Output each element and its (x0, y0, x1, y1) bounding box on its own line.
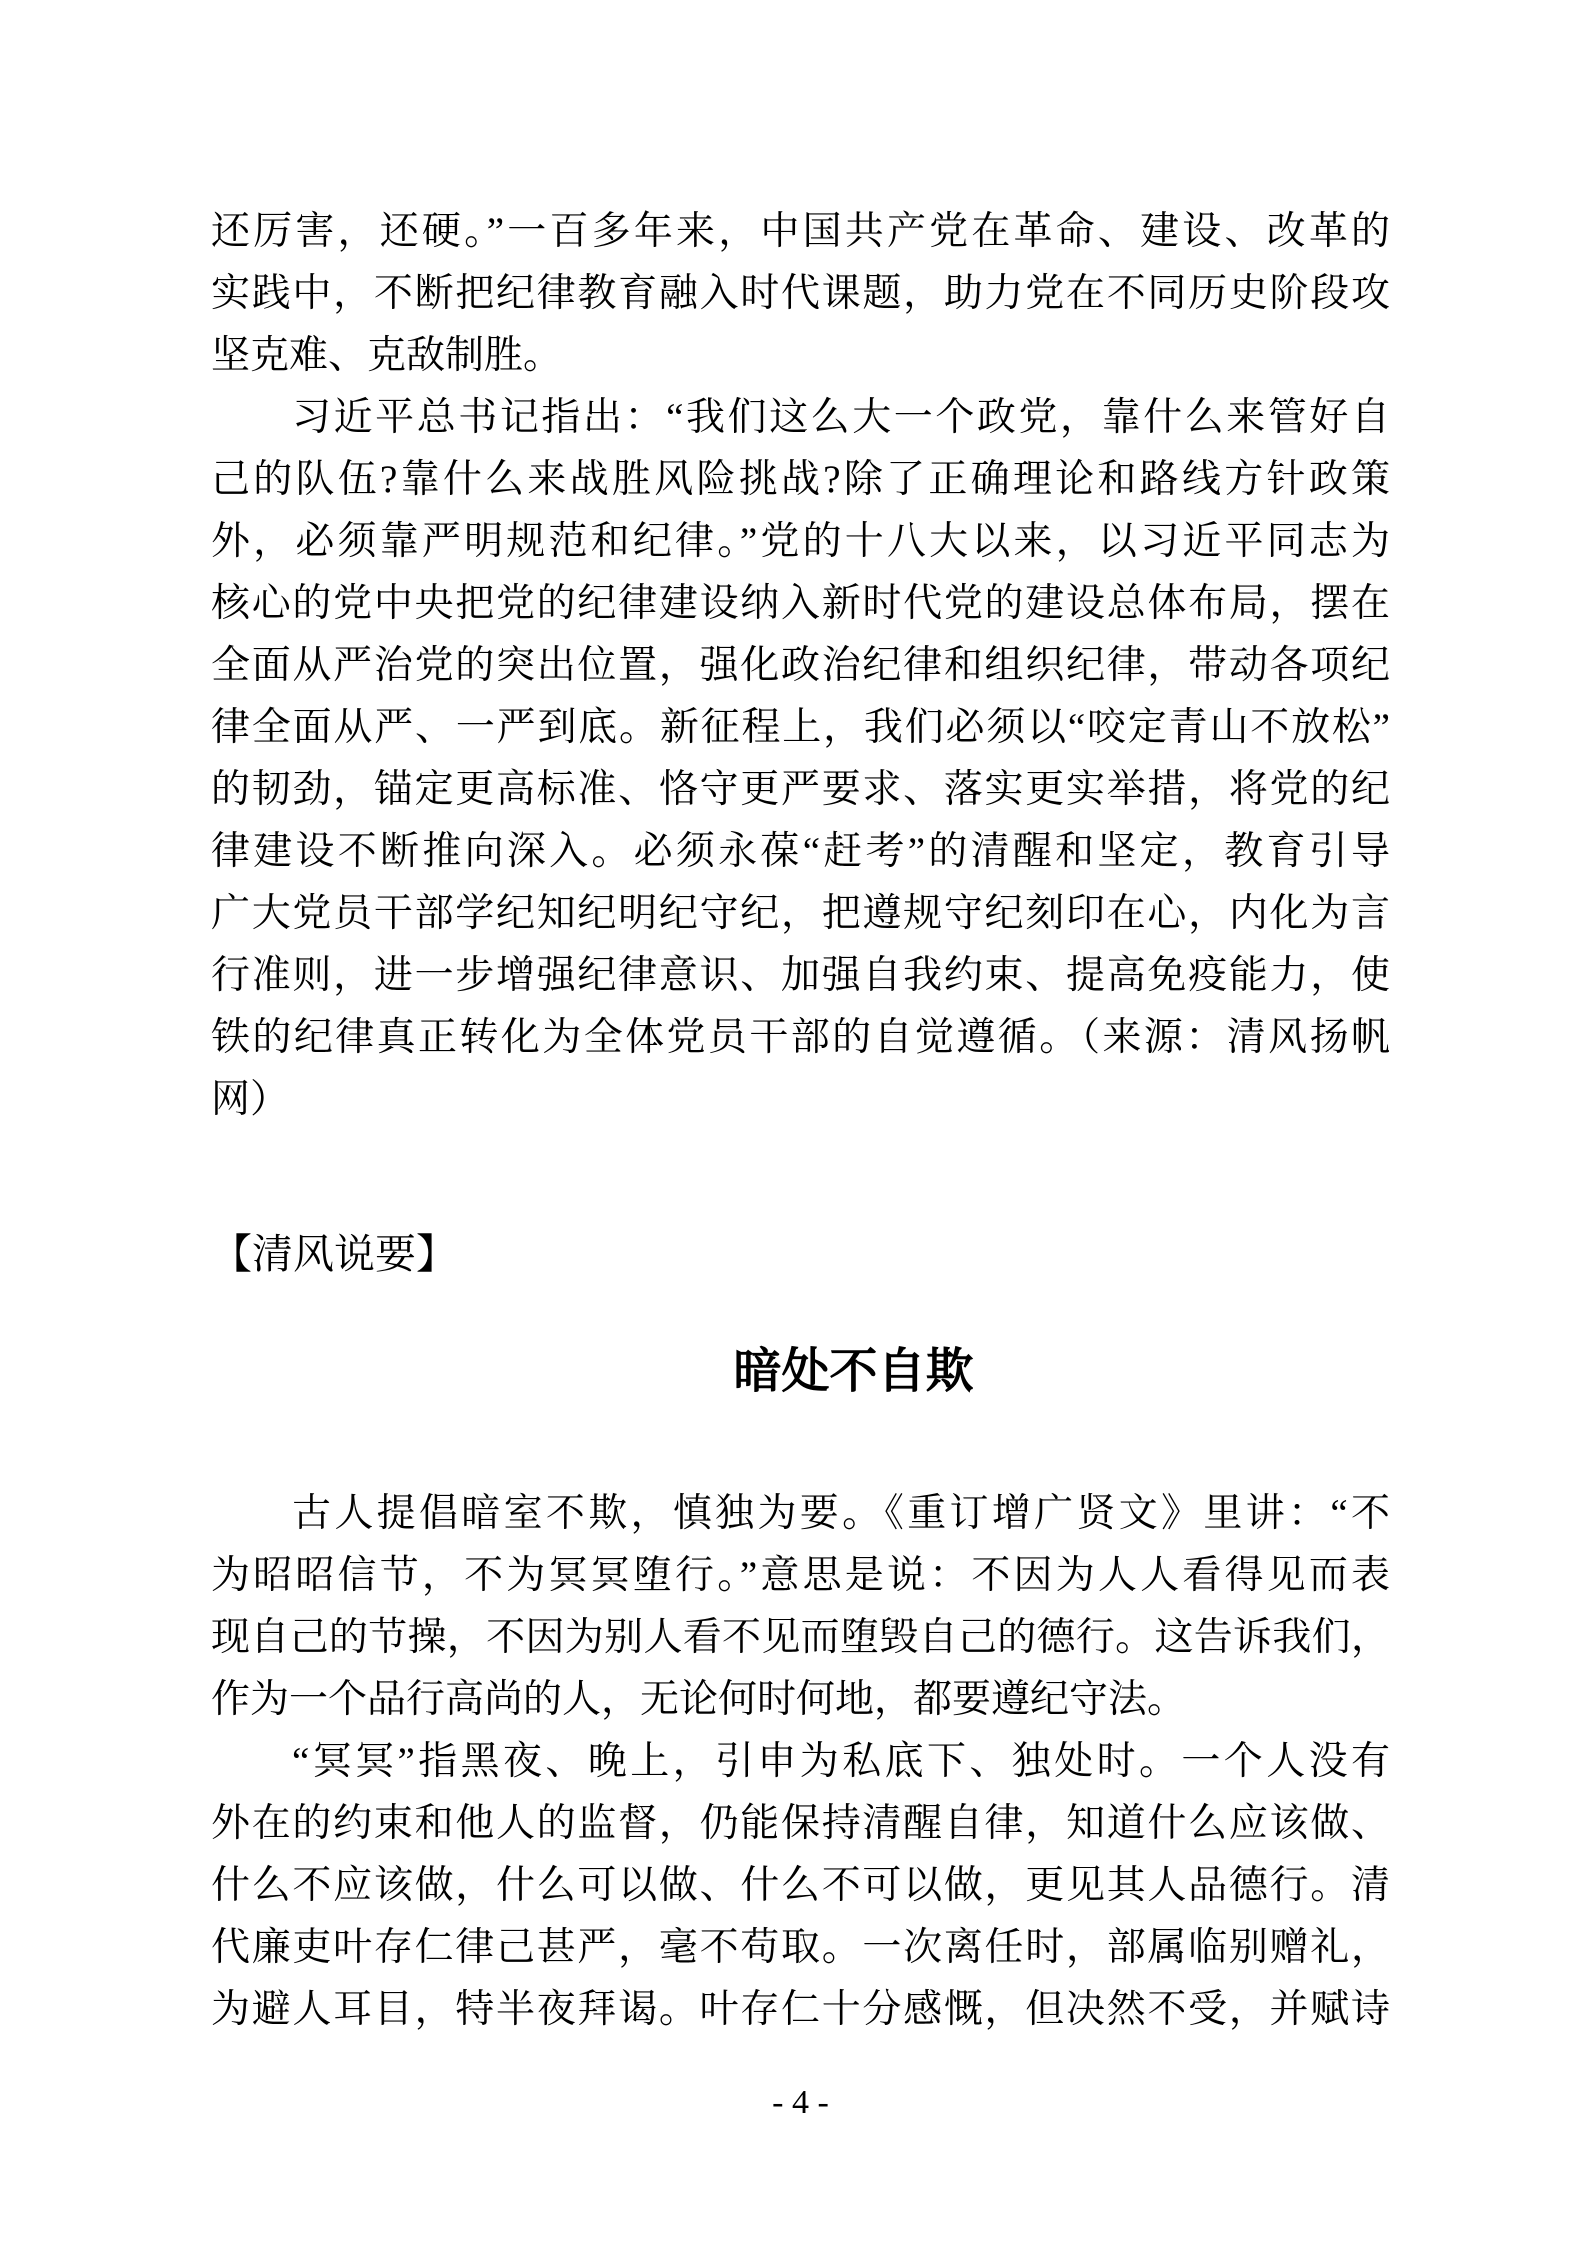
paragraph-line: 习近平总书记指出：“我们这么大一个政党，靠什么来管好自 (292, 396, 1390, 439)
paragraph-line: 己的队伍?靠什么来战胜风险挑战?除了正确理论和路线方针政策 (211, 458, 1390, 501)
paragraph-line: 全面从严治党的突出位置，强化政治纪律和组织纪律，带动各项纪 (211, 644, 1390, 687)
paragraph-line: 为昭昭信节，不为冥冥堕行。”意思是说：不因为人人看得见而表 (211, 1554, 1390, 1597)
paragraph-line: 律全面从严、一严到底。新征程上，我们必须以“咬定青山不放松” (211, 706, 1390, 749)
paragraph-line: 铁的纪律真正转化为全体党员干部的自觉遵循。（来源：清风扬帆 (211, 1016, 1390, 1059)
page-content (211, 201, 1390, 2121)
paragraph-line: 作为一个品行高尚的人，无论何时何地，都要遵纪守法。 (211, 1678, 1187, 1721)
paragraph-line: “冥冥”指黑夜、晚上，引申为私底下、独处时。一个人没有 (292, 1740, 1390, 1783)
paragraph-line: 现自己的节操，不因为别人看不见而堕毁自己的德行。这告诉我们， (211, 1616, 1390, 1659)
paragraph-line: 坚克难、克敌制胜。 (211, 334, 563, 377)
paragraph-line: 网） (211, 1078, 290, 1121)
paragraph-line: 的韧劲，锚定更高标准、恪守更严要求、落实更实举措，将党的纪 (211, 768, 1390, 811)
paragraph-line: 什么不应该做，什么可以做、什么不可以做，更见其人品德行。清 (211, 1864, 1390, 1907)
paragraph-1 (211, 201, 1390, 387)
page-number: - 4 - (772, 2084, 829, 2121)
paragraph-line: 行准则，进一步增强纪律意识、加强自我约束、提高免疫能力，使 (211, 954, 1390, 997)
paragraph-line: 古人提倡暗室不欺，慎独为要。《重订增广贤文》里讲：“不 (292, 1492, 1390, 1535)
paragraph-line: 律建设不断推向深入。必须永葆“赶考”的清醒和坚定，教育引导 (211, 830, 1390, 873)
article-title: 暗处不自欺 (733, 1345, 974, 1398)
paragraph-4 (211, 1731, 1390, 2041)
paragraph-3 (211, 1483, 1390, 1731)
paragraph-line: 广大党员干部学纪知纪明纪守纪，把遵规守纪刻印在心，内化为言 (211, 892, 1390, 935)
paragraph-line: 核心的党中央把党的纪律建设纳入新时代党的建设总体布局，摆在 (211, 582, 1390, 625)
paragraph-line: 外在的约束和他人的监督，仍能保持清醒自律，知道什么应该做、 (211, 1802, 1390, 1845)
paragraph-line: 代廉吏叶存仁律己甚严，毫不苟取。一次离任时，部属临别赠礼， (211, 1926, 1390, 1969)
paragraph-line: 外，必须靠严明规范和纪律。”党的十八大以来，以习近平同志为 (211, 520, 1390, 563)
paragraph-line: 还厉害，还硬。”一百多年来，中国共产党在革命、建设、改革的 (211, 210, 1390, 253)
paragraph-line: 为避人耳目，特半夜拜谒。叶存仁十分感慨，但决然不受，并赋诗 (211, 1988, 1390, 2031)
section-header: 【清风说要】 (211, 1231, 457, 1277)
paragraph-line: 实践中，不断把纪律教育融入时代课题，助力党在不同历史阶段攻 (211, 272, 1390, 315)
paragraph-2 (211, 387, 1390, 1131)
